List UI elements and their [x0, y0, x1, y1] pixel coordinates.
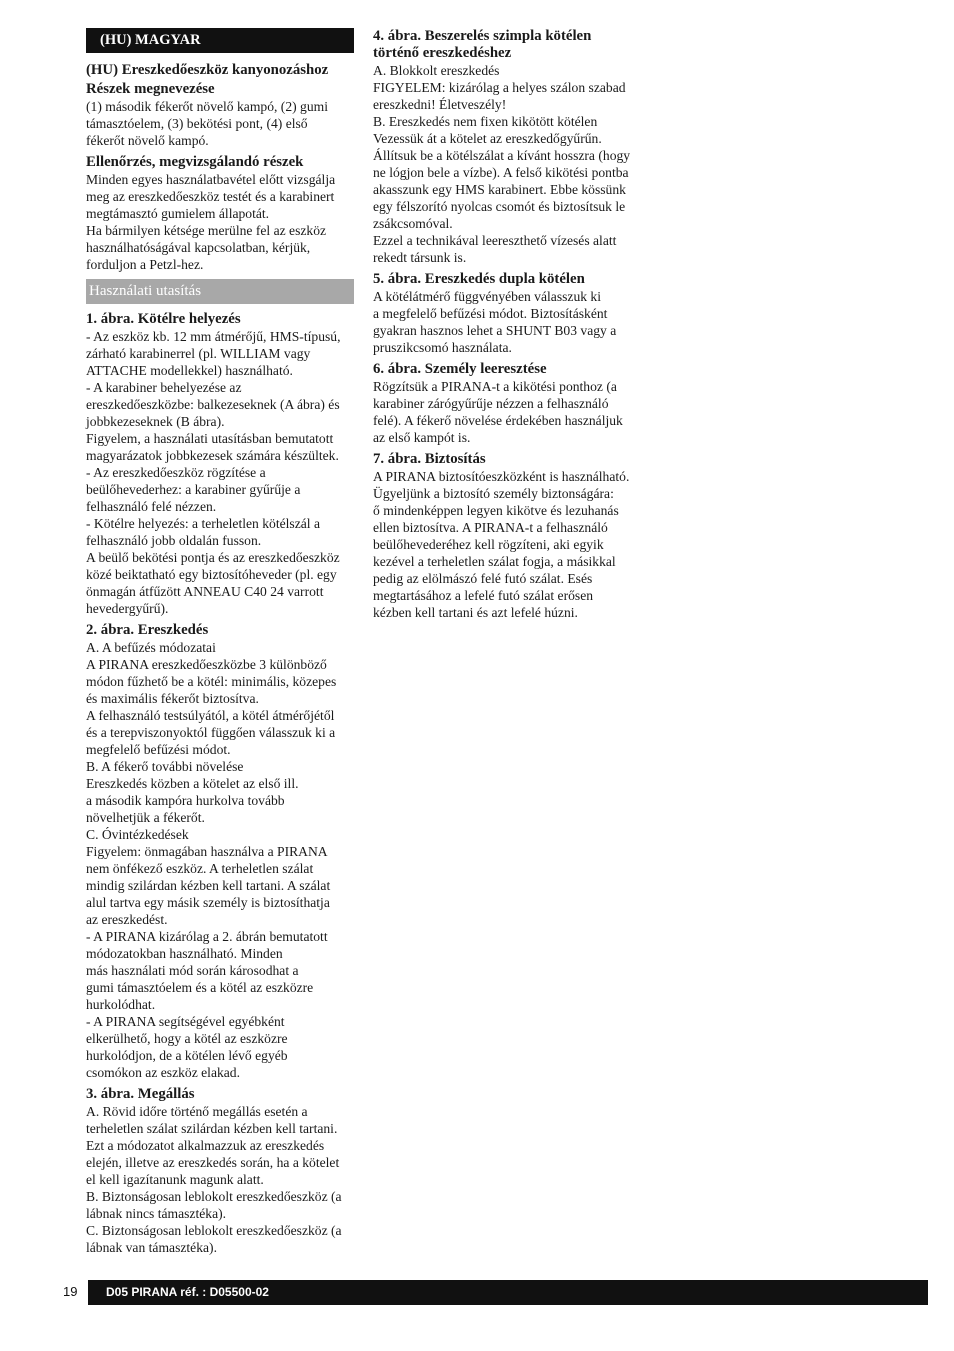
fig7-heading: 7. ábra. Biztosítás: [373, 451, 486, 467]
right-column: [373, 28, 645, 621]
footer-bar: [88, 1280, 928, 1305]
fig5-heading: 5. ábra. Ereszkedés dupla kötélen: [373, 271, 585, 287]
fig1-heading: 1. ábra. Kötélre helyezés: [86, 311, 241, 327]
fig3-text: A. Rövid időre történő megállás esetén a terheletlen szálat szilárdan kézben kell tartani. Ezt a módozatot alkalmazzuk az ereszkedés elején, illetve az ereszkedés során, ha a kötelet el kell igazítanunk magunk alatt. B. Biztonságosan leblokolt ereszkedőeszköz (a lábnak nincs támasztéka). C. Biztonságosan leblokolt ereszkedőeszköz (a lábnak van támasztéka).: [86, 1104, 342, 1255]
fig6-text: Rögzítsük a PIRANA-t a kikötési ponthoz (a karabiner zárógyűrűje nézzen a felhasználó felé). A fékerő növelése érdekében használjuk az első kampót is.: [373, 379, 623, 445]
fig5-text: A kötélátmérő függvényében válasszuk ki a megfelelő befűzési módot. Biztosításként gyakran hasznos lehet a SHUNT B03 vagy a pruszikcsomó használata.: [373, 289, 617, 355]
document-reference: D05 PIRANA réf. : D05500-02: [106, 1285, 269, 1299]
fig4-text: A. Blokkolt ereszkedés FIGYELEM: kizárólag a helyes szálon szabad ereszkedni! Életveszély! B. Ereszkedés nem fixen kikötött kötélen Vezessük át a kötelet az ereszkedőgyűrűn. Állítsuk be a kötélszálat a kívánt hosszra (hogy ne lógjon bele a vízbe). A felső kikötési pontba akasszunk egy HMS karabinert. Ebbe kössünk egy félszorító nyolcas csomót és biztosítsuk le zsákcsomóval. Ezzel a technikával leereszthető vízesés alatt rekedt társunk is.: [373, 63, 631, 265]
left-column: [86, 28, 354, 1256]
fig2-text: A. A befűzés módozatai A PIRANA ereszkedőeszközbe 3 különböző módon fűzhető be a kötél: minimális, közepes és maximális fékerőt biztosítva. A felhasználó testsúlyától, a kötél átmérőjétől és a terepviszonyoktól függően válasszuk ki a megfelelő befűzési módot. B. A fékerő további növelése Ereszkedés közben a kötelet az első ill. a második kampóra hurkolva tovább növelhetjük a fékerőt. C. Óvintézkedések Figyelem: önmagában használva a PIRANA nem önfékező eszköz. A terheletlen szálat mindig szilárdan kézben kell tartani. A szálat alul tartva egy másik személy is biztosíthatja az ereszkedést. - A PIRANA kizárólag a 2. ábrán bemutatott módozatokban használható. Minden más használati mód során károsodhat a gumi támasztóelem és a kötél az eszközre hurkolódhat. - A PIRANA segítségével egyébként elkerülhető, hogy a kötél az eszközre hurkolódjon, de a kötélen lévő egyéb csomókon az eszköz elakad.: [86, 640, 337, 1080]
parts-text: (1) második fékerőt növelő kampó, (2) gumi támasztóelem, (3) bekötési pont, (4) első fékerőt növelő kampó.: [86, 99, 328, 148]
instructions-section-bar: Használati utasítás: [86, 279, 354, 304]
page-number: 19: [63, 1284, 78, 1299]
fig1-text: - Az eszköz kb. 12 mm átmérőjű, HMS-típusú, zárható karabinerrel (pl. WILLIAM vagy ATTACHE modellekkel) használható. - A karabiner behelyezése az ereszkedőeszközbe: balkezeseknek (A ábra) és jobbkezeseknek (B ábra). Figyelem, a használati utasításban bemutatott magyarázatok jobbkezesek számára készültek. - Az ereszkedőeszköz rögzítése a beülőhevederhez: a karabiner gyűrűje a felhasználó felé nézzen. - Kötélre helyezés: a terheletlen kötélszál a felhasználó jobb oldalán fusson. A beülő bekötési pontja és az ereszkedőeszköz közé beiktatható egy biztosítóheveder (pl. egy önmagán átfűzött ANNEAU C40 24 varrott hevedergyűrű).: [86, 329, 341, 616]
fig6-heading: 6. ábra. Személy leeresztése: [373, 361, 547, 377]
document-title: (HU) Ereszkedőeszköz kanyonozáshoz: [86, 62, 329, 78]
fig3-heading: 3. ábra. Megállás: [86, 1086, 195, 1102]
fig2-heading: 2. ábra. Ereszkedés: [86, 622, 209, 638]
inspection-text: Minden egyes használatbavétel előtt vizsgálja meg az ereszkedőeszköz testét és a karabinert megtámasztó gumielem állapotát. Ha bármilyen kétsége merülne fel az eszköz használhatóságával kapcsolatban, kérjük, forduljon a Petzl-hez.: [86, 172, 336, 272]
inspection-heading: Ellenőrzés, megvizsgálandó részek: [86, 154, 304, 170]
parts-heading: Részek megnevezése: [86, 81, 215, 97]
fig4-heading: 4. ábra. Beszerelés szimpla kötélen történő ereszkedéshez: [373, 28, 592, 61]
fig7-text: A PIRANA biztosítóeszközként is használható. Ügyeljünk a biztosító személy biztonságára: ő mindenképpen legyen kikötve és lezuhanás ellen biztosítva. A PIRANA-t a felhasználó beülőhevederéhez kell rögzíteni, aki egyik kezével a terheletlen szálat fogja, a másikkal pedig az elölmászó felé futó szálat. Esés megtartásához a lefelé futó szálat erősen kézben kell tartani és azt lefelé húzni.: [373, 469, 630, 620]
language-header: (HU) MAGYAR: [86, 28, 354, 53]
